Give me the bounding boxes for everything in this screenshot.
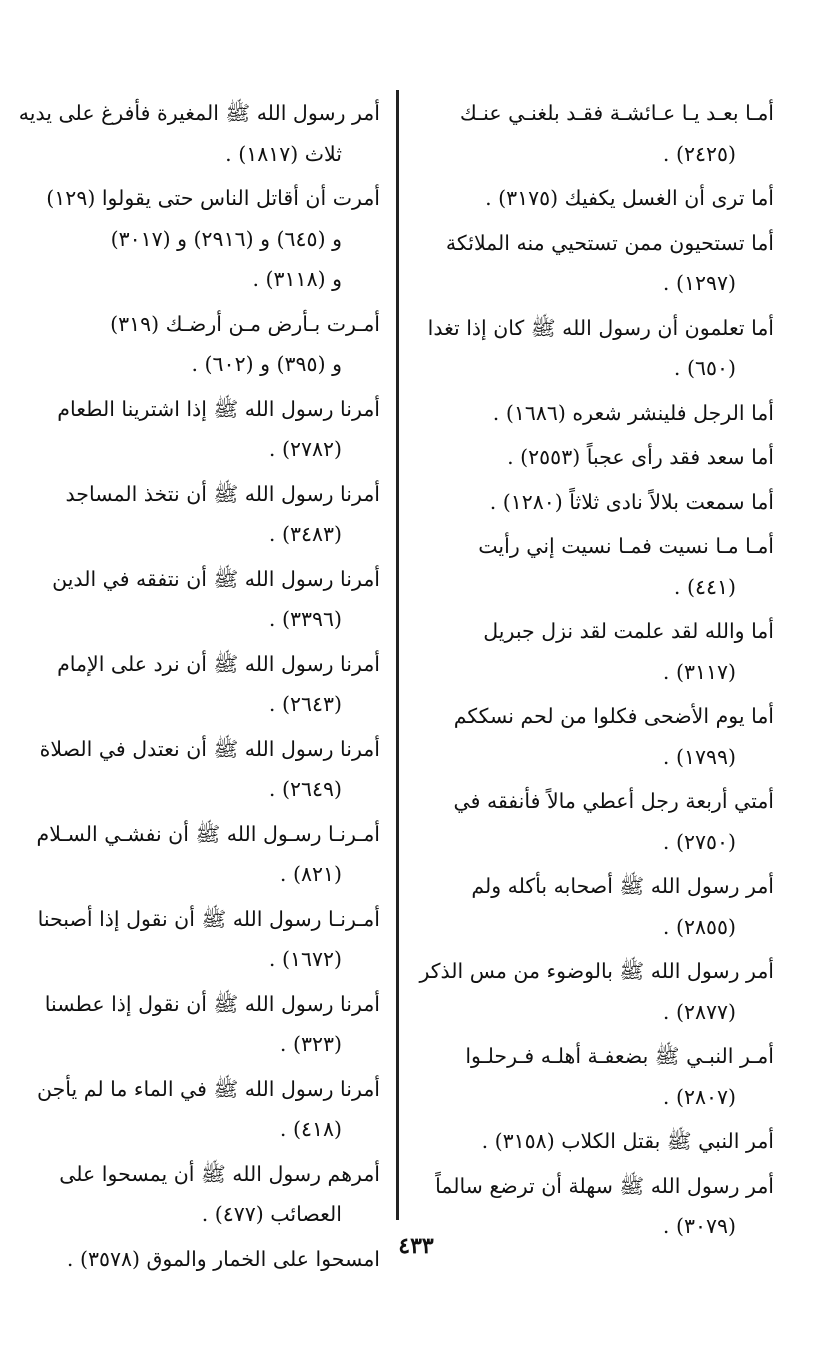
index-entry <box>20 474 380 555</box>
index-entry <box>414 437 774 478</box>
entry-continuation: (١٧٩٩) . <box>662 744 736 769</box>
index-entry <box>414 951 774 1032</box>
index-entry <box>414 1036 774 1117</box>
page-number: ٤٣٣ <box>398 1233 434 1259</box>
index-entry <box>20 389 380 470</box>
index-entry <box>414 223 774 304</box>
entry-text: أما ترى أن الغسل يكفيك (٣١٧٥) . <box>485 186 774 210</box>
entry-continuation: (١٢٩٧) . <box>662 271 736 295</box>
entry-text: أمـرت بـأرض مـن أرضـك (٣١٩) <box>110 311 380 336</box>
entry-continuation: (٨٢١) . <box>279 862 342 886</box>
entry-continuation: (٢٧٥٠) . <box>662 829 736 854</box>
entry-continuation: (٤٤١) . <box>673 574 736 599</box>
index-entry <box>20 559 380 640</box>
entry-continuation: (٢٦٤٩) . <box>268 777 342 801</box>
index-entry <box>20 984 380 1065</box>
index-entry <box>414 393 774 434</box>
index-entry <box>414 611 774 692</box>
entry-continuation: (٢٤٢٥) . <box>662 141 736 166</box>
entry-text: أمـا بعـد يـا عـائشـة فقـد بلغنـي عنـك <box>459 101 774 125</box>
index-entry <box>20 93 380 174</box>
entry-continuation: (٣٤٨٣) . <box>268 522 342 546</box>
index-entry <box>20 899 380 980</box>
entry-continuation: (٣١١٧) . <box>662 659 736 684</box>
entry-continuation: (٤١٨) . <box>279 1117 342 1141</box>
index-entry <box>414 781 774 862</box>
entry-text: أمرنا رسول الله ﷺ أن نتفقه في الدين <box>52 566 380 591</box>
entry-text: أمـا مـا نسيت فمـا نسيت إني رأيت <box>478 534 774 558</box>
entry-continuation: (٢٨٥٥) . <box>662 914 736 939</box>
index-entry <box>20 644 380 725</box>
entry-continuation: ثلاث (١٨١٧) . <box>225 141 342 166</box>
index-entry <box>414 526 774 607</box>
entry-continuation: (٣٠٧٩) . <box>662 1214 736 1238</box>
index-entry <box>20 729 380 810</box>
index-entry <box>414 1121 774 1162</box>
entry-text: أمرت أن أقاتل الناس حتى يقولوا (١٢٩) <box>46 186 380 210</box>
entry-continuation: (١٦٧٢) . <box>268 947 342 971</box>
entry-continuation: و (٦٤٥) و (٢٩١٦) و (٣٠١٧) <box>110 226 342 251</box>
entry-text: أمرنا رسول الله ﷺ أن نقول إذا عطسنا <box>44 991 380 1016</box>
entry-text: أمرهم رسول الله ﷺ أن يمسحوا على <box>59 1161 380 1186</box>
index-entry <box>414 93 774 174</box>
entry-text: أمـر النبـي ﷺ بضعفـة أهلـه فـرحلـوا <box>465 1044 774 1068</box>
entry-continuation: العصائب (٤٧٧) . <box>201 1202 342 1226</box>
entry-text: أمرنا رسول الله ﷺ في الماء ما لم يأجن <box>36 1076 380 1101</box>
entry-text: أمـرنـا رسول الله ﷺ أن نقول إذا أصبحنا <box>37 906 380 931</box>
entry-text: أمر رسول الله ﷺ أصحابه بأكله ولم <box>471 874 774 898</box>
index-column-left <box>20 93 380 1283</box>
entry-continuation: (٢٧٨٢) . <box>268 437 342 461</box>
entry-text: أمـرنـا رسـول الله ﷺ أن نفشـي السـلام <box>36 821 380 846</box>
index-entry <box>20 178 380 300</box>
index-entry <box>20 814 380 895</box>
index-entry <box>20 1154 380 1235</box>
entry-text: أمر رسول الله ﷺ بالوضوء من مس الذكر <box>419 959 774 983</box>
entry-text: أمرنا رسول الله ﷺ أن نتخذ المساجد <box>65 481 380 506</box>
entry-continuation: و (٣٩٥) و (٦٠٢) . <box>191 352 342 376</box>
entry-text: أمتي أربعة رجل أعطي مالاً فأنفقه في <box>453 789 774 813</box>
entry-text: أما والله لقد علمت لقد نزل جبريل <box>483 619 774 643</box>
index-entry <box>414 482 774 523</box>
entry-text: أمر رسول الله ﷺ المغيرة فأفرغ على يديه <box>18 101 380 125</box>
entry-text: امسحوا على الخمار والموق (٣٥٧٨) . <box>66 1246 380 1271</box>
entry-continuation: و (٣١١٨) . <box>252 267 342 291</box>
entry-text: أما سعد فقد رأى عجباً (٢٥٥٣) . <box>507 445 774 469</box>
entry-continuation: (٦٥٠) . <box>673 356 736 380</box>
entry-text: أمر النبي ﷺ بقتل الكلاب (٣١٥٨) . <box>481 1129 774 1153</box>
index-column-right <box>414 93 774 1251</box>
entry-text: أمر رسول الله ﷺ سهلة أن ترضع سالماً <box>435 1173 774 1198</box>
index-entry <box>414 308 774 389</box>
index-entry <box>20 304 380 385</box>
entry-text: أما تعلمون أن رسول الله ﷺ كان إذا تغدا <box>427 315 774 340</box>
entry-text: أمرنا رسول الله ﷺ إذا اشترينا الطعام <box>57 396 380 421</box>
index-entry <box>414 178 774 219</box>
entry-text: أما يوم الأضحى فكلوا من لحم نسككم <box>453 704 774 728</box>
entry-continuation: (٣٣٩٦) . <box>268 607 342 631</box>
entry-text: أمرنا رسول الله ﷺ أن نرد على الإمام <box>57 651 380 676</box>
index-entry <box>414 866 774 947</box>
entry-continuation: (٢٨٠٧) . <box>662 1084 736 1109</box>
entry-continuation: (٢٦٤٣) . <box>268 692 342 716</box>
entry-text: أما تستحيون ممن تستحيي منه الملائكة <box>445 230 774 255</box>
index-entry <box>20 1069 380 1150</box>
entry-text: أمرنا رسول الله ﷺ أن نعتدل في الصلاة <box>39 736 380 761</box>
entry-text: أما الرجل فلينشر شعره (١٦٨٦) . <box>492 400 774 425</box>
column-divider <box>396 90 399 1220</box>
entry-continuation: (٣٢٣) . <box>279 1032 342 1056</box>
index-entry <box>414 696 774 777</box>
entry-continuation: (٢٨٧٧) . <box>662 999 736 1024</box>
entry-text: أما سمعت بلالاً نادى ثلاثاً (١٢٨٠) . <box>489 489 774 514</box>
